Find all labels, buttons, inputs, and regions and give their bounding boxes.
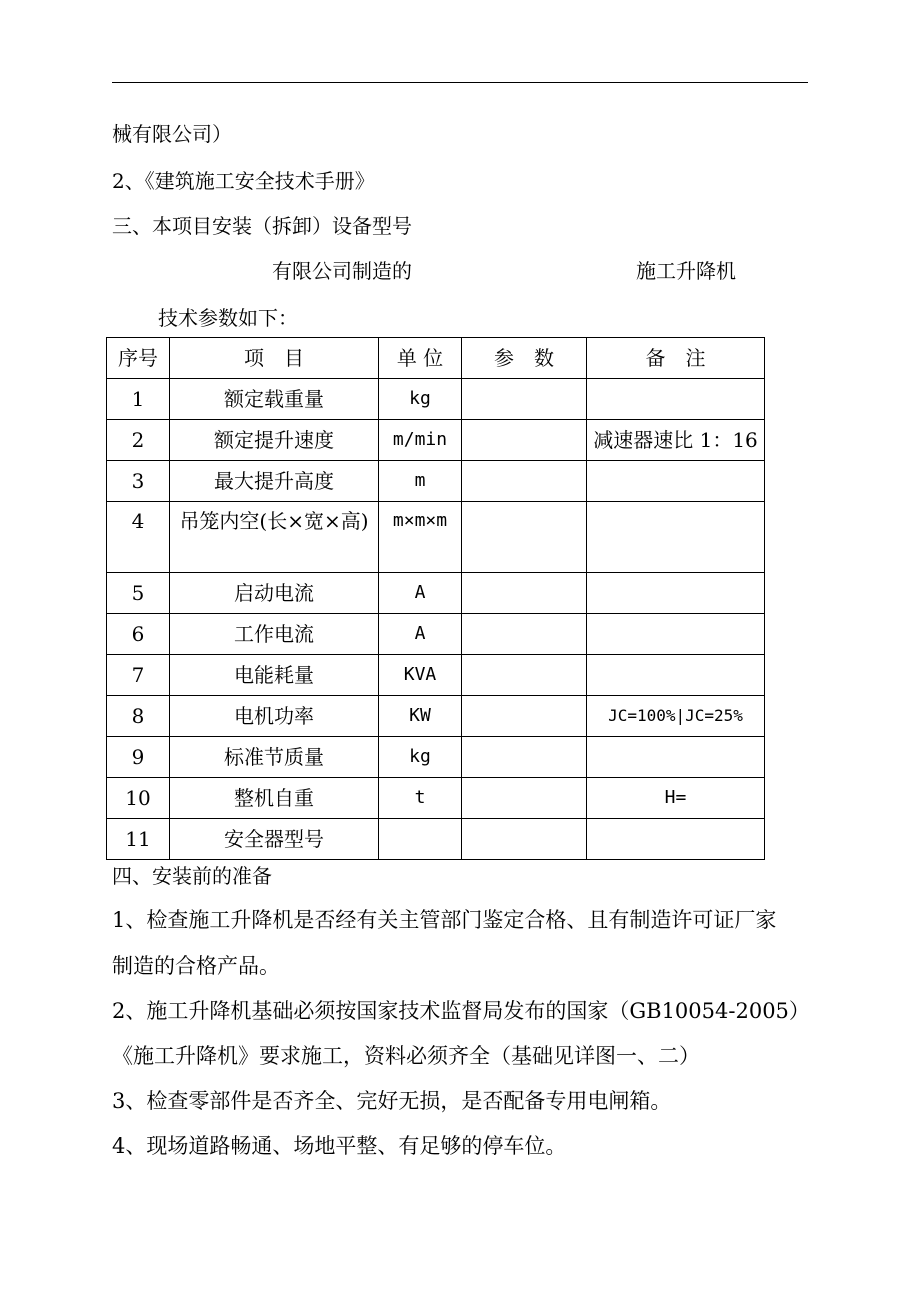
row-no: 10 bbox=[107, 778, 170, 819]
paragraph-3: 3、检查零部件是否齐全、完好无损，是否配备专用电闸箱。 bbox=[112, 1089, 672, 1113]
manufacturer-text: 有限公司制造的 bbox=[272, 259, 412, 283]
row-unit: kg bbox=[379, 379, 462, 420]
row-note bbox=[587, 819, 765, 860]
row-no: 1 bbox=[107, 379, 170, 420]
row-note bbox=[587, 655, 765, 696]
header-cell-param: 参 数 bbox=[462, 338, 587, 379]
table-row bbox=[107, 614, 765, 655]
header-rule bbox=[112, 82, 808, 83]
row-item: 启动电流 bbox=[170, 573, 379, 614]
row-unit: m×m×m bbox=[379, 502, 462, 573]
row-no: 8 bbox=[107, 696, 170, 737]
row-param bbox=[462, 461, 587, 502]
row-note bbox=[587, 573, 765, 614]
row-no: 6 bbox=[107, 614, 170, 655]
row-unit: t bbox=[379, 778, 462, 819]
header-cell-no: 序号 bbox=[107, 338, 170, 379]
row-no: 2 bbox=[107, 420, 170, 461]
row-item: 安全器型号 bbox=[170, 819, 379, 860]
row-item: 电能耗量 bbox=[170, 655, 379, 696]
params-intro-text: 技术参数如下： bbox=[158, 306, 298, 330]
row-no: 7 bbox=[107, 655, 170, 696]
row-unit: m/min bbox=[379, 420, 462, 461]
row-param bbox=[462, 655, 587, 696]
row-note: H= bbox=[587, 778, 765, 819]
table-row bbox=[107, 696, 765, 737]
row-param bbox=[462, 379, 587, 420]
paragraph-4: 4、现场道路畅通、场地平整、有足够的停车位。 bbox=[112, 1134, 567, 1158]
row-item: 吊笼内空(长×宽×高) bbox=[170, 502, 379, 573]
text-line-company: 械有限公司） bbox=[112, 122, 232, 146]
paragraph-1-line-2: 制造的合格产品。 bbox=[112, 954, 280, 978]
table-row bbox=[107, 655, 765, 696]
row-item: 额定提升速度 bbox=[170, 420, 379, 461]
paragraph-2-line-1: 2、施工升降机基础必须按国家技术监督局发布的国家（GB10054-2005） bbox=[112, 999, 810, 1023]
table-row bbox=[107, 573, 765, 614]
machine-name-text: 施工升降机 bbox=[636, 259, 736, 283]
row-note bbox=[587, 379, 765, 420]
row-note: JC=100%|JC=25% bbox=[587, 696, 765, 737]
text-line-reference-handbook: 2、《建筑施工安全技术手册》 bbox=[112, 169, 375, 193]
table-row bbox=[107, 819, 765, 860]
row-no: 9 bbox=[107, 737, 170, 778]
row-unit: m bbox=[379, 461, 462, 502]
header-cell-item: 项 目 bbox=[170, 338, 379, 379]
table-row bbox=[107, 502, 765, 573]
row-item: 标准节质量 bbox=[170, 737, 379, 778]
table-row bbox=[107, 461, 765, 502]
row-item: 电机功率 bbox=[170, 696, 379, 737]
row-unit: A bbox=[379, 573, 462, 614]
row-param bbox=[462, 502, 587, 573]
section-3-heading: 三、本项目安装（拆卸）设备型号 bbox=[112, 214, 412, 238]
table-row bbox=[107, 778, 765, 819]
row-item: 最大提升高度 bbox=[170, 461, 379, 502]
row-param bbox=[462, 819, 587, 860]
row-param bbox=[462, 420, 587, 461]
row-item: 整机自重 bbox=[170, 778, 379, 819]
paragraph-1-line-1: 1、检查施工升降机是否经有关主管部门鉴定合格、且有制造许可证厂家 bbox=[112, 908, 777, 932]
row-note: 减速器速比 1：16 bbox=[587, 420, 765, 461]
row-param bbox=[462, 737, 587, 778]
row-param bbox=[462, 573, 587, 614]
row-param bbox=[462, 778, 587, 819]
technical-parameters-table bbox=[106, 337, 765, 860]
table-row bbox=[107, 737, 765, 778]
row-note bbox=[587, 502, 765, 573]
row-unit: KVA bbox=[379, 655, 462, 696]
table-row bbox=[107, 379, 765, 420]
row-no: 3 bbox=[107, 461, 170, 502]
row-note bbox=[587, 614, 765, 655]
row-param bbox=[462, 696, 587, 737]
row-unit: kg bbox=[379, 737, 462, 778]
table-row bbox=[107, 420, 765, 461]
row-param bbox=[462, 614, 587, 655]
header-cell-unit: 单 位 bbox=[379, 338, 462, 379]
header-cell-note: 备 注 bbox=[587, 338, 765, 379]
row-no: 11 bbox=[107, 819, 170, 860]
table-header-row bbox=[107, 338, 765, 379]
row-unit: KW bbox=[379, 696, 462, 737]
paragraph-2-line-2: 《施工升降机》要求施工，资料必须齐全（基础见详图一、二） bbox=[112, 1044, 700, 1068]
row-unit bbox=[379, 819, 462, 860]
row-no: 5 bbox=[107, 573, 170, 614]
row-item: 额定载重量 bbox=[170, 379, 379, 420]
row-note bbox=[587, 461, 765, 502]
row-item: 工作电流 bbox=[170, 614, 379, 655]
row-no: 4 bbox=[107, 502, 170, 573]
row-unit: A bbox=[379, 614, 462, 655]
row-note bbox=[587, 737, 765, 778]
section-4-heading: 四、安装前的准备 bbox=[112, 864, 272, 888]
